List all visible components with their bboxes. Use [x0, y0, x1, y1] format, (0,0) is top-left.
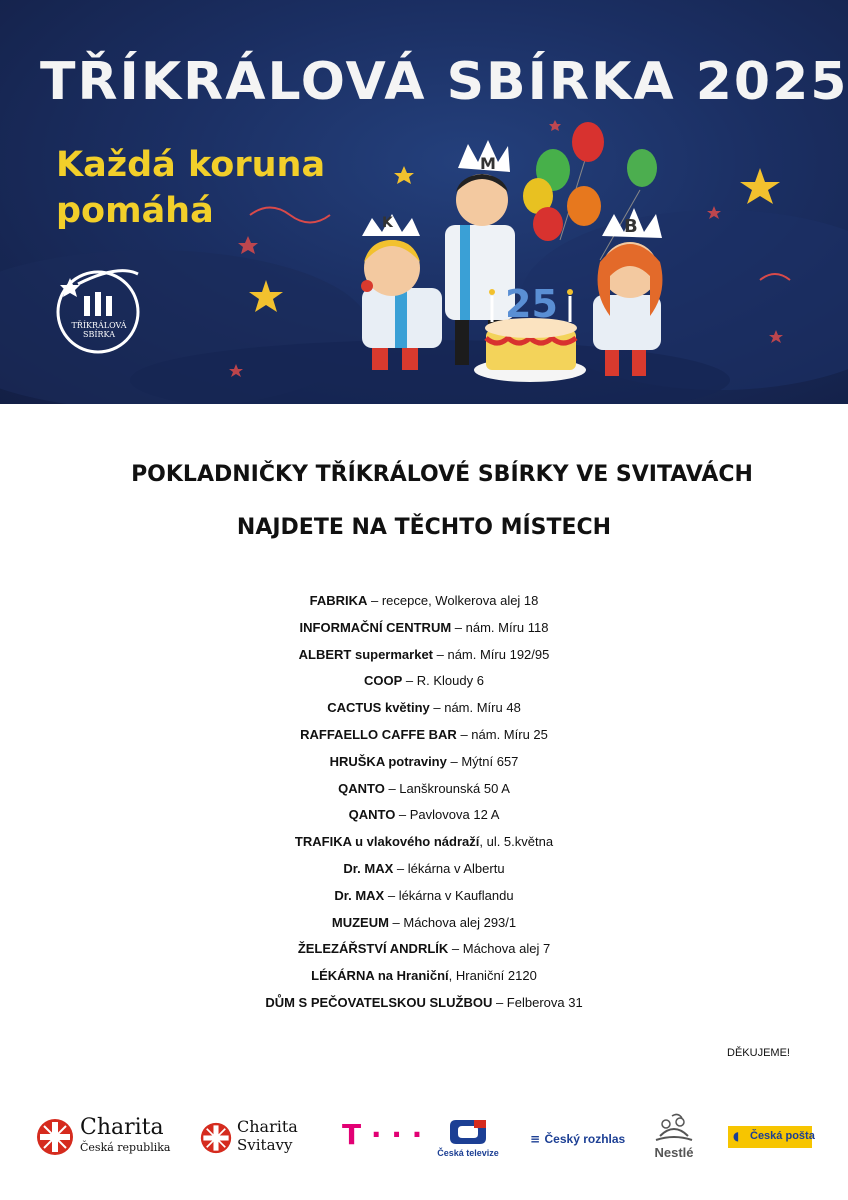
- cesky-rozhlas-logo: [530, 1130, 625, 1148]
- place-name: INFORMAČNÍ CENTRUM: [299, 619, 452, 635]
- crown-letter-k: K: [382, 215, 393, 231]
- list-item: [0, 829, 848, 856]
- list-item: [0, 802, 848, 829]
- place-name: ŽELEZÁŘSTVÍ ANDRLÍK: [297, 941, 449, 957]
- place-name: QANTO: [348, 807, 396, 823]
- place-name: COOP: [364, 673, 403, 689]
- place-detail: – Máchova alej 293/1: [388, 914, 517, 930]
- list-item: [0, 749, 848, 776]
- place-detail: – Mýtní 657: [446, 753, 519, 769]
- posta-label: Česká pošta: [750, 1130, 815, 1142]
- place-name: DŮM S PEČOVATELSKOU SLUŽBOU: [265, 994, 493, 1010]
- thanks-text: DĚKUJEME!: [727, 1047, 790, 1059]
- nest-icon: [652, 1112, 696, 1144]
- telekom-logo: T · · ·: [342, 1118, 423, 1151]
- place-detail: – nám. Míru 192/95: [433, 646, 550, 662]
- place-detail: – Pavlovova 12 A: [395, 807, 500, 823]
- list-item: [0, 776, 848, 803]
- charita-cr-sub: Česká republika: [80, 1141, 171, 1154]
- place-name: QANTO: [338, 780, 385, 796]
- place-detail: – nám. Míru 25: [456, 726, 548, 742]
- king-k-illustration: [361, 214, 442, 370]
- nestle-logo: [648, 1112, 700, 1162]
- list-item: [0, 963, 848, 990]
- place-detail: , Hraniční 2120: [448, 968, 537, 984]
- charita-cross-icon: [36, 1118, 74, 1156]
- place-detail: – lékárna v Albertu: [393, 860, 505, 876]
- list-item: [0, 642, 848, 669]
- place-name: TRAFIKA u vlakového nádraží: [294, 834, 480, 850]
- rozhlas-label: Český rozhlas: [544, 1132, 626, 1146]
- banner-title: TŘÍKRÁLOVÁ SBÍRKA 2025: [40, 52, 848, 112]
- nestle-label: Nestlé: [654, 1145, 694, 1160]
- place-name: MUZEUM: [331, 914, 389, 930]
- place-name: FABRIKA: [309, 593, 368, 608]
- place-detail: – Lanškrounská 50 A: [384, 780, 510, 796]
- tagline-line-2: pomáhá: [56, 191, 214, 231]
- place-detail: , ul. 5.května: [479, 834, 554, 850]
- ct-label: Česká televize: [437, 1148, 499, 1158]
- header-banner: [0, 0, 848, 404]
- list-item: [0, 722, 848, 749]
- charita-sv-sub: Svitavy: [237, 1136, 293, 1154]
- place-detail: – nám. Míru 48: [429, 700, 521, 716]
- place-detail: – Felberova 31: [492, 994, 583, 1010]
- ceska-televize-logo: [428, 1118, 508, 1160]
- crown-letter-b: B: [624, 216, 638, 237]
- place-name: HRUŠKA potraviny: [329, 753, 447, 769]
- place-name: CACTUS květiny: [327, 700, 430, 716]
- posta-horn-icon: ◖: [733, 1129, 740, 1143]
- list-item: [0, 695, 848, 722]
- banner-tagline: [56, 142, 386, 234]
- place-detail: – recepce, Wolkerova alej 18: [367, 593, 539, 608]
- tagline-line-1: Každá koruna: [56, 145, 326, 185]
- charita-cr-name: Charita: [80, 1115, 164, 1140]
- place-detail: – nám. Míru 118: [451, 619, 549, 635]
- list-item: [0, 936, 848, 963]
- collection-points-list: [0, 588, 848, 1017]
- charita-cross-icon: [200, 1122, 232, 1154]
- charita-svitavy-logo: [200, 1118, 300, 1158]
- list-item: [0, 856, 848, 883]
- place-detail: – R. Kloudy 6: [402, 673, 484, 689]
- place-detail: – Máchova alej 7: [448, 941, 551, 957]
- place-name: LÉKÁRNA na Hraniční: [311, 968, 449, 984]
- list-item: [0, 668, 848, 695]
- logo-text-line-2: SBÍRKA: [83, 330, 115, 339]
- crown-letter-m: M: [480, 154, 496, 173]
- place-name: RAFFAELLO CAFFE BAR: [300, 726, 457, 742]
- list-item: [0, 615, 848, 642]
- heading-line-2: NAJDETE NA TĚCHTO MÍSTECH: [236, 515, 612, 540]
- list-item: [0, 588, 848, 615]
- list-item: [0, 990, 848, 1017]
- ceska-posta-logo: [728, 1126, 815, 1148]
- place-name: ALBERT supermarket: [298, 646, 434, 662]
- logo-text: [58, 321, 140, 339]
- ct-icon: [448, 1118, 488, 1146]
- cake-number: 25: [505, 282, 558, 326]
- heading-line-1: POKLADNIČKY TŘÍKRÁLOVÉ SBÍRKY VE SVITAVÁCH: [131, 462, 753, 487]
- list-item: [0, 910, 848, 937]
- charita-sv-name: Charita: [237, 1117, 298, 1136]
- place-name: Dr. MAX: [343, 860, 394, 876]
- logo-text-line-1: TŘÍKRÁLOVÁ: [71, 321, 127, 330]
- list-item: [0, 883, 848, 910]
- charita-cr-logo: [36, 1116, 176, 1160]
- rozhlas-icon: ≡: [530, 1132, 541, 1146]
- place-detail: – lékárna v Kauflandu: [384, 887, 514, 903]
- place-name: Dr. MAX: [334, 887, 385, 903]
